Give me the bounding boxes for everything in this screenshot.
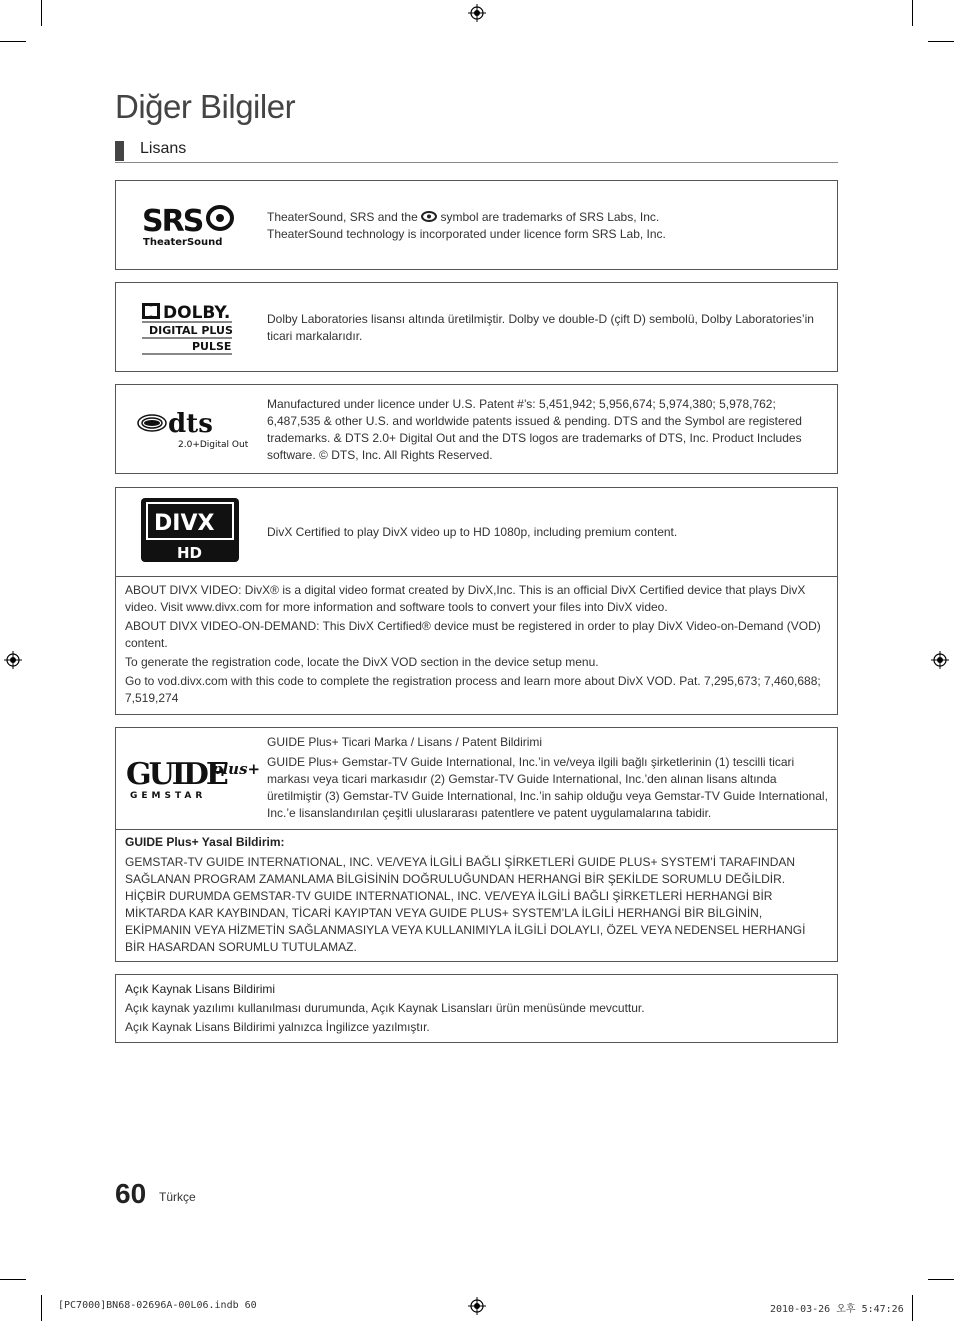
guide-logo-subtext: GEMSTAR bbox=[130, 791, 207, 801]
divx-logo-subtext: HD bbox=[177, 544, 203, 562]
page-number: 60 bbox=[115, 1178, 147, 1209]
divx-license-text: DivX Certified to play DivX video up to HD 1080p, including premium content. bbox=[267, 525, 678, 539]
guide-plus-heading: GUIDE Plus+ Ticari Marka / Lisans / Patent Bildirimi bbox=[267, 735, 543, 749]
guide-logo-text: GUIDE bbox=[126, 757, 226, 792]
page-title: Diğer Bilgiler bbox=[115, 88, 296, 125]
guide-plus-legal-text: GEMSTAR-TV GUIDE INTERNATIONAL, INC. VE/VEYA İLGİLİ BAĞLI ŞİRKETLERİ GUIDE PLUS+ SYSTEM’İ TARAFINDAN SAĞLANAN PROGRAM ZAMANLAMA BİLGİSİNİN DOĞRULUĞUNDAN HERHANGİ BİR ŞEKİLDE SORUMLU DEĞİLDİR. HİÇBİR DURUMDA GEMSTAR-TV GUIDE INTERNATIONAL, INC. VE/VEYA İLGİLİ BAĞLI ŞİRKETLERİ HERHANGİ BİR MİKTARDA KAR KAYBINDAN, TİCARİ KAYIPTAN VEYA GUIDE PLUS+ SYSTEM’LA İLGİLİ HERHANGİ BİR BİLGİNİN, EKİPMANIN VEYA HİZMETİN SAĞLANMASIYLA VEYA KULLANIMIYLA İLGİLİ DOLAYLI, ÖZEL VEYA NEDENSEL HERHANGİ BİR HASARDAN SORUMLU TUTULAMAZ. bbox=[125, 855, 806, 954]
registration-mark-icon bbox=[468, 1297, 486, 1315]
dolby-logo-line2: PULSE bbox=[192, 340, 232, 353]
registration-mark-icon bbox=[4, 651, 22, 669]
section-marker bbox=[115, 141, 124, 161]
dolby-logo-text: DOLBY. bbox=[163, 303, 231, 323]
dolby-license-box bbox=[115, 282, 838, 372]
guide-plus-trademark-text bbox=[267, 734, 833, 822]
srs-license-box bbox=[115, 180, 838, 270]
registration-mark-icon bbox=[468, 4, 486, 22]
guide-logo-plus: plus+ bbox=[212, 760, 261, 778]
guide-plus-legal bbox=[125, 834, 828, 958]
divx-about-video: ABOUT DIVX VIDEO: DivX® is a digital video format created by DivX,Inc. This is an official DivX Certified device that plays DivX video. Visit www.divx.com for more information and software tools to convert your files into DivX video. bbox=[125, 583, 806, 614]
crop-mark bbox=[0, 1279, 26, 1280]
divx-logo bbox=[124, 497, 254, 567]
open-source-license-box bbox=[115, 974, 838, 1043]
dts-logo-subtext: 2.0+Digital Out bbox=[178, 440, 249, 450]
crop-mark bbox=[912, 0, 913, 26]
dolby-license-text: Dolby Laboratories lisansı altında üretilmiştir. Dolby ve double-D (çift D) sembolü, Dolby Laboratories’in ticari markalarıdır. bbox=[267, 312, 814, 343]
dts-logo bbox=[124, 407, 254, 453]
srs-license-text bbox=[267, 209, 829, 243]
section-divider bbox=[115, 162, 838, 163]
srs-line1-start: TheaterSound, SRS and the bbox=[267, 210, 418, 224]
registration-mark-icon bbox=[931, 651, 949, 669]
srs-symbol-icon bbox=[421, 211, 437, 222]
divx-about-vod: ABOUT DIVX VIDEO-ON-DEMAND: This DivX Certified® device must be registered in order to play DivX Video-on-Demand (VOD) content. bbox=[125, 619, 821, 650]
guide-plus-logo bbox=[122, 752, 261, 802]
srs-line1-end: symbol are trademarks of SRS Labs, Inc. bbox=[440, 210, 660, 224]
crop-mark bbox=[41, 1295, 42, 1321]
divx-registration: To generate the registration code, locate the DivX VOD section in the device setup menu. bbox=[125, 655, 599, 669]
srs-logo-text: SRS bbox=[142, 204, 203, 239]
open-source-text bbox=[125, 981, 828, 1038]
divx-goto: Go to vod.divx.com with this code to complete the registration process and learn more about DivX VOD. Pat. 7,295,673; 7,460,688; 7,519,274 bbox=[125, 674, 821, 705]
divx-license-box bbox=[115, 487, 838, 715]
srs-logo-subtext: TheaterSound bbox=[143, 237, 223, 248]
divx-about-text bbox=[125, 582, 828, 709]
page-language: Türkçe bbox=[159, 1190, 196, 1204]
dts-license-box bbox=[115, 384, 838, 474]
guide-plus-text: GUIDE Plus+ Gemstar-TV Guide International, Inc.’in ve/veya ilgili bağlı şirketlerinin (1) tescilli ticari markası veya ticari markasıdır (2) Gemstar-TV Guide International, Inc.’den alınan lisans altında üretilmiştir (3) Gemstar-TV Guide International, Inc.’in sahip olduğu veya Gemstar-TV Guide International, Inc.’e lisanslandırılan çeşitli uluslararası patentlere ve patent uygulamalarına tabidir. bbox=[267, 755, 828, 820]
srs-logo bbox=[124, 201, 254, 251]
divider bbox=[116, 829, 837, 830]
section-title: Lisans bbox=[140, 140, 187, 157]
dolby-logo bbox=[124, 301, 254, 357]
srs-line2: TheaterSound technology is incorporated under licence form SRS Lab, Inc. bbox=[267, 227, 666, 241]
open-source-heading: Açık Kaynak Lisans Bildirimi bbox=[125, 982, 276, 996]
footer-file: [PC7000]BN68-02696A-00L06.indb 60 bbox=[58, 1300, 257, 1311]
crop-mark bbox=[928, 1279, 954, 1280]
dolby-logo-line1: DIGITAL PLUS bbox=[149, 324, 233, 337]
crop-mark bbox=[41, 0, 42, 26]
open-source-line1: Açık kaynak yazılımı kullanılması durumunda, Açık Kaynak Lisansları ürün menüsünde mevcuttur. bbox=[125, 1001, 645, 1015]
divx-logo-text: DIVX bbox=[154, 511, 215, 536]
dts-logo-text: dts bbox=[168, 409, 213, 439]
guide-plus-legal-heading: GUIDE Plus+ Yasal Bildirim: bbox=[125, 835, 285, 849]
divider bbox=[116, 576, 837, 577]
dts-license-text: Manufactured under licence under U.S. Patent #’s: 5,451,942; 5,956,674; 5,974,380; 5,978,762; 6,487,535 & other U.S. and worldwide patents issued & pending. DTS and the Symbol are registered trademarks. & DTS 2.0+ Digital Out and the DTS logos are trademarks of DTS, Inc. Product Includes software. © DTS, Inc. All Rights Reserved. bbox=[267, 397, 802, 462]
open-source-line2: Açık Kaynak Lisans Bildirimi yalnızca İngilizce yazılmıştır. bbox=[125, 1020, 430, 1034]
crop-mark bbox=[0, 41, 26, 42]
guide-plus-license-box bbox=[115, 727, 838, 962]
footer-timestamp: 2010-03-26 오후 5:47:26 bbox=[770, 1304, 904, 1315]
crop-mark bbox=[928, 41, 954, 42]
crop-mark bbox=[912, 1295, 913, 1321]
